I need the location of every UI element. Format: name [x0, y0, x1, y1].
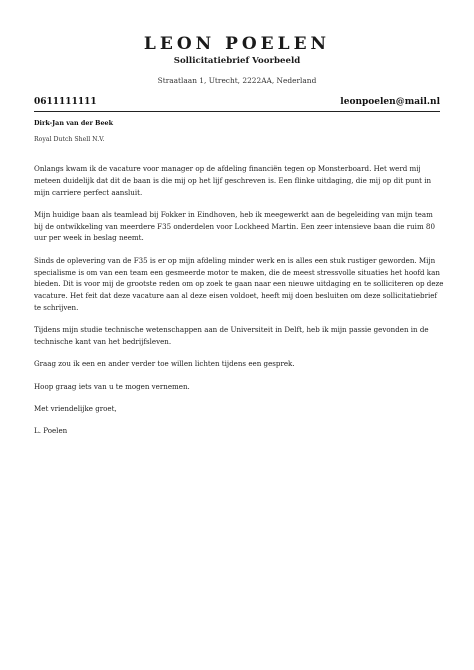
paragraph-opening: Onlangs kwam ik de vacature voor manager op de afdeling financiën tegen op Monsterboard. Het werd mij meteen duidelijk dat dit de baan is die mij op het lijf geschreven is. Een flinke uitdaging, die mij op dit punt in mijn carriere perfect aansluit.: [34, 164, 432, 197]
email-address: leonpoelen@mail.nl: [340, 97, 440, 107]
document-subtitle: Sollicitatiebrief Voorbeeld: [173, 56, 301, 66]
paragraph-education: Tijdens mijn studie technische wetenschappen aan de Universiteit in Delft, heb ik mijn passie gevonden in de technische kant van het bedrijfsleven.: [34, 325, 429, 347]
letter-body: [34, 163, 444, 448]
sender-address: Straatlaan 1, Utrecht, 2222AA, Nederland: [157, 76, 317, 85]
phone-number: 0611111111: [34, 97, 97, 107]
contact-row: [34, 97, 440, 111]
signature: L. Poelen: [34, 426, 68, 436]
paragraph-motivation: Sinds de oplevering van de F35 is er op mijn afdeling minder werk en is alles een stuk rustiger geworden. Mijn specialisme is om van een team een gesmeerde motor te maken, die de meest stressvolle situaties het hoofd kan bieden. Dit is voor mij de grootste reden om op zoek te gaan naar een nieuwe uitdaging en te solliciteren op deze vacature. Het feit dat deze vacature aan al deze eisen voldoet, heeft mij doen besluiten om deze sollicitatiebrief te schrijven.: [34, 255, 444, 312]
paragraph-interview: Graag zou ik een en ander verder toe willen lichten tijdens een gesprek.: [34, 359, 295, 369]
sender-name: LEON POELEN: [143, 34, 331, 54]
header-divider: [34, 111, 440, 112]
recipient-company: Royal Dutch Shell N.V.: [34, 136, 105, 143]
paragraph-current-job: Mijn huidige baan als teamlead bij Fokker in Eindhoven, heb ik meegewerkt aan de begeleiding van mijn team bij de ontwikkeling van meerdere F35 onderdelen voor Lockheed Martin. Een zeer intensieve baan die ruim 80 uur per week in beslag neemt.: [34, 209, 435, 243]
paragraph-closing: Hoop graag iets van u te mogen vernemen.: [34, 381, 190, 391]
recipient-name: Dirk-Jan van der Beek: [34, 119, 114, 127]
salutation: Met vriendelijke groet,: [34, 403, 117, 413]
